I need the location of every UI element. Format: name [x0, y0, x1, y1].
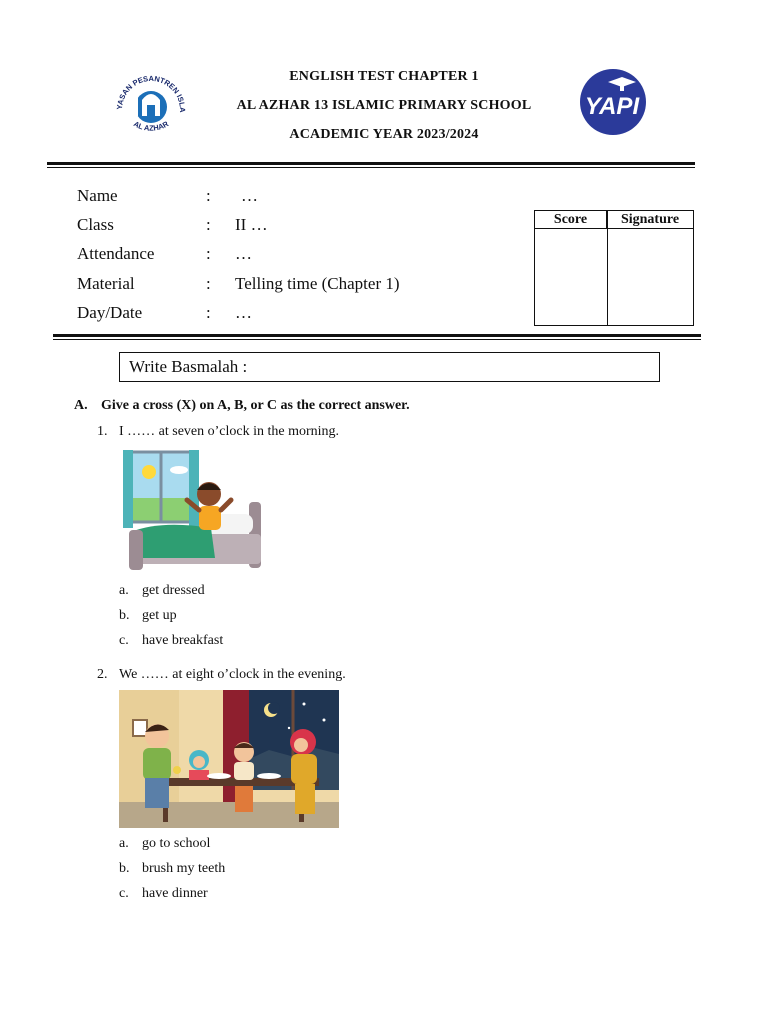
class-colon: :	[206, 215, 211, 234]
option-letter: a.	[119, 836, 129, 851]
material-label: Material	[77, 274, 135, 293]
question-1-option-c[interactable]	[119, 633, 223, 649]
option-letter: b.	[119, 861, 130, 876]
option-letter: b.	[119, 608, 130, 623]
basmalah-box[interactable]	[119, 352, 660, 382]
section-a-heading	[74, 398, 410, 414]
score-cell[interactable]	[535, 229, 607, 325]
material-colon: :	[206, 274, 211, 293]
question-2-option-b[interactable]	[119, 861, 225, 877]
section-a-instruction: Give a cross (X) on A, B, or C as the correct answer.	[101, 398, 410, 413]
test-title: ENGLISH TEST CHAPTER 1	[289, 69, 479, 84]
section-a-letter: A.	[74, 398, 88, 413]
header-rule-thick	[47, 162, 695, 165]
option-text: brush my teeth	[142, 861, 226, 876]
yapi-logo	[578, 68, 648, 136]
date-label: Day/Date	[77, 303, 143, 322]
question-2-option-c[interactable]	[119, 886, 208, 902]
option-letter: c.	[119, 886, 129, 901]
name-label: Name	[77, 186, 118, 205]
header-rule-thin	[47, 167, 695, 168]
attendance-label: Attendance	[77, 244, 155, 263]
svg-text:AL AZHAR: AL AZHAR	[131, 119, 171, 133]
basmalah-label: Write Basmalah :	[129, 357, 248, 376]
option-text: have dinner	[142, 886, 208, 901]
material-value: Telling time (Chapter 1)	[235, 274, 400, 293]
boy-waking-up-illustration	[121, 450, 266, 574]
attendance-colon: :	[206, 244, 211, 263]
option-text: get dressed	[142, 583, 205, 598]
date-colon: :	[206, 303, 211, 322]
option-letter: c.	[119, 633, 129, 648]
question-1-option-a[interactable]	[119, 583, 205, 599]
question-2	[97, 667, 346, 683]
school-name: AL AZHAR 13 ISLAMIC PRIMARY SCHOOL	[236, 98, 532, 113]
academic-year: ACADEMIC YEAR 2023/2024	[289, 127, 479, 142]
question-1-number: 1.	[97, 424, 108, 439]
signature-cell[interactable]	[608, 229, 693, 325]
name-colon: :	[206, 186, 211, 205]
score-header: Score	[535, 211, 607, 229]
class-value[interactable]: II …	[235, 215, 268, 234]
info-rule-thin	[53, 339, 701, 340]
question-2-text: We …… at eight o’clock in the evening.	[119, 667, 346, 682]
question-1-text: I …… at seven o’clock in the morning.	[119, 424, 340, 439]
date-value[interactable]: …	[235, 303, 252, 322]
option-text: have breakfast	[142, 633, 224, 648]
svg-text:YAYASAN PESANTREN ISLAM: YASAN PESANTREN ISLA	[114, 74, 188, 113]
signature-header: Signature	[607, 211, 693, 229]
option-text: get up	[142, 608, 177, 623]
question-1	[97, 424, 339, 440]
attendance-value[interactable]: …	[235, 244, 252, 263]
score-signature-table	[534, 210, 694, 326]
name-value[interactable]: …	[241, 186, 258, 205]
question-2-option-a[interactable]	[119, 836, 210, 852]
class-label: Class	[77, 215, 114, 234]
yapi-logo-text: YAPI	[584, 93, 640, 120]
family-dinner-illustration	[119, 690, 339, 828]
question-2-number: 2.	[97, 667, 108, 682]
question-1-option-b[interactable]	[119, 608, 177, 624]
option-text: go to school	[142, 836, 211, 851]
info-rule-thick	[53, 334, 701, 337]
option-letter: a.	[119, 583, 129, 598]
